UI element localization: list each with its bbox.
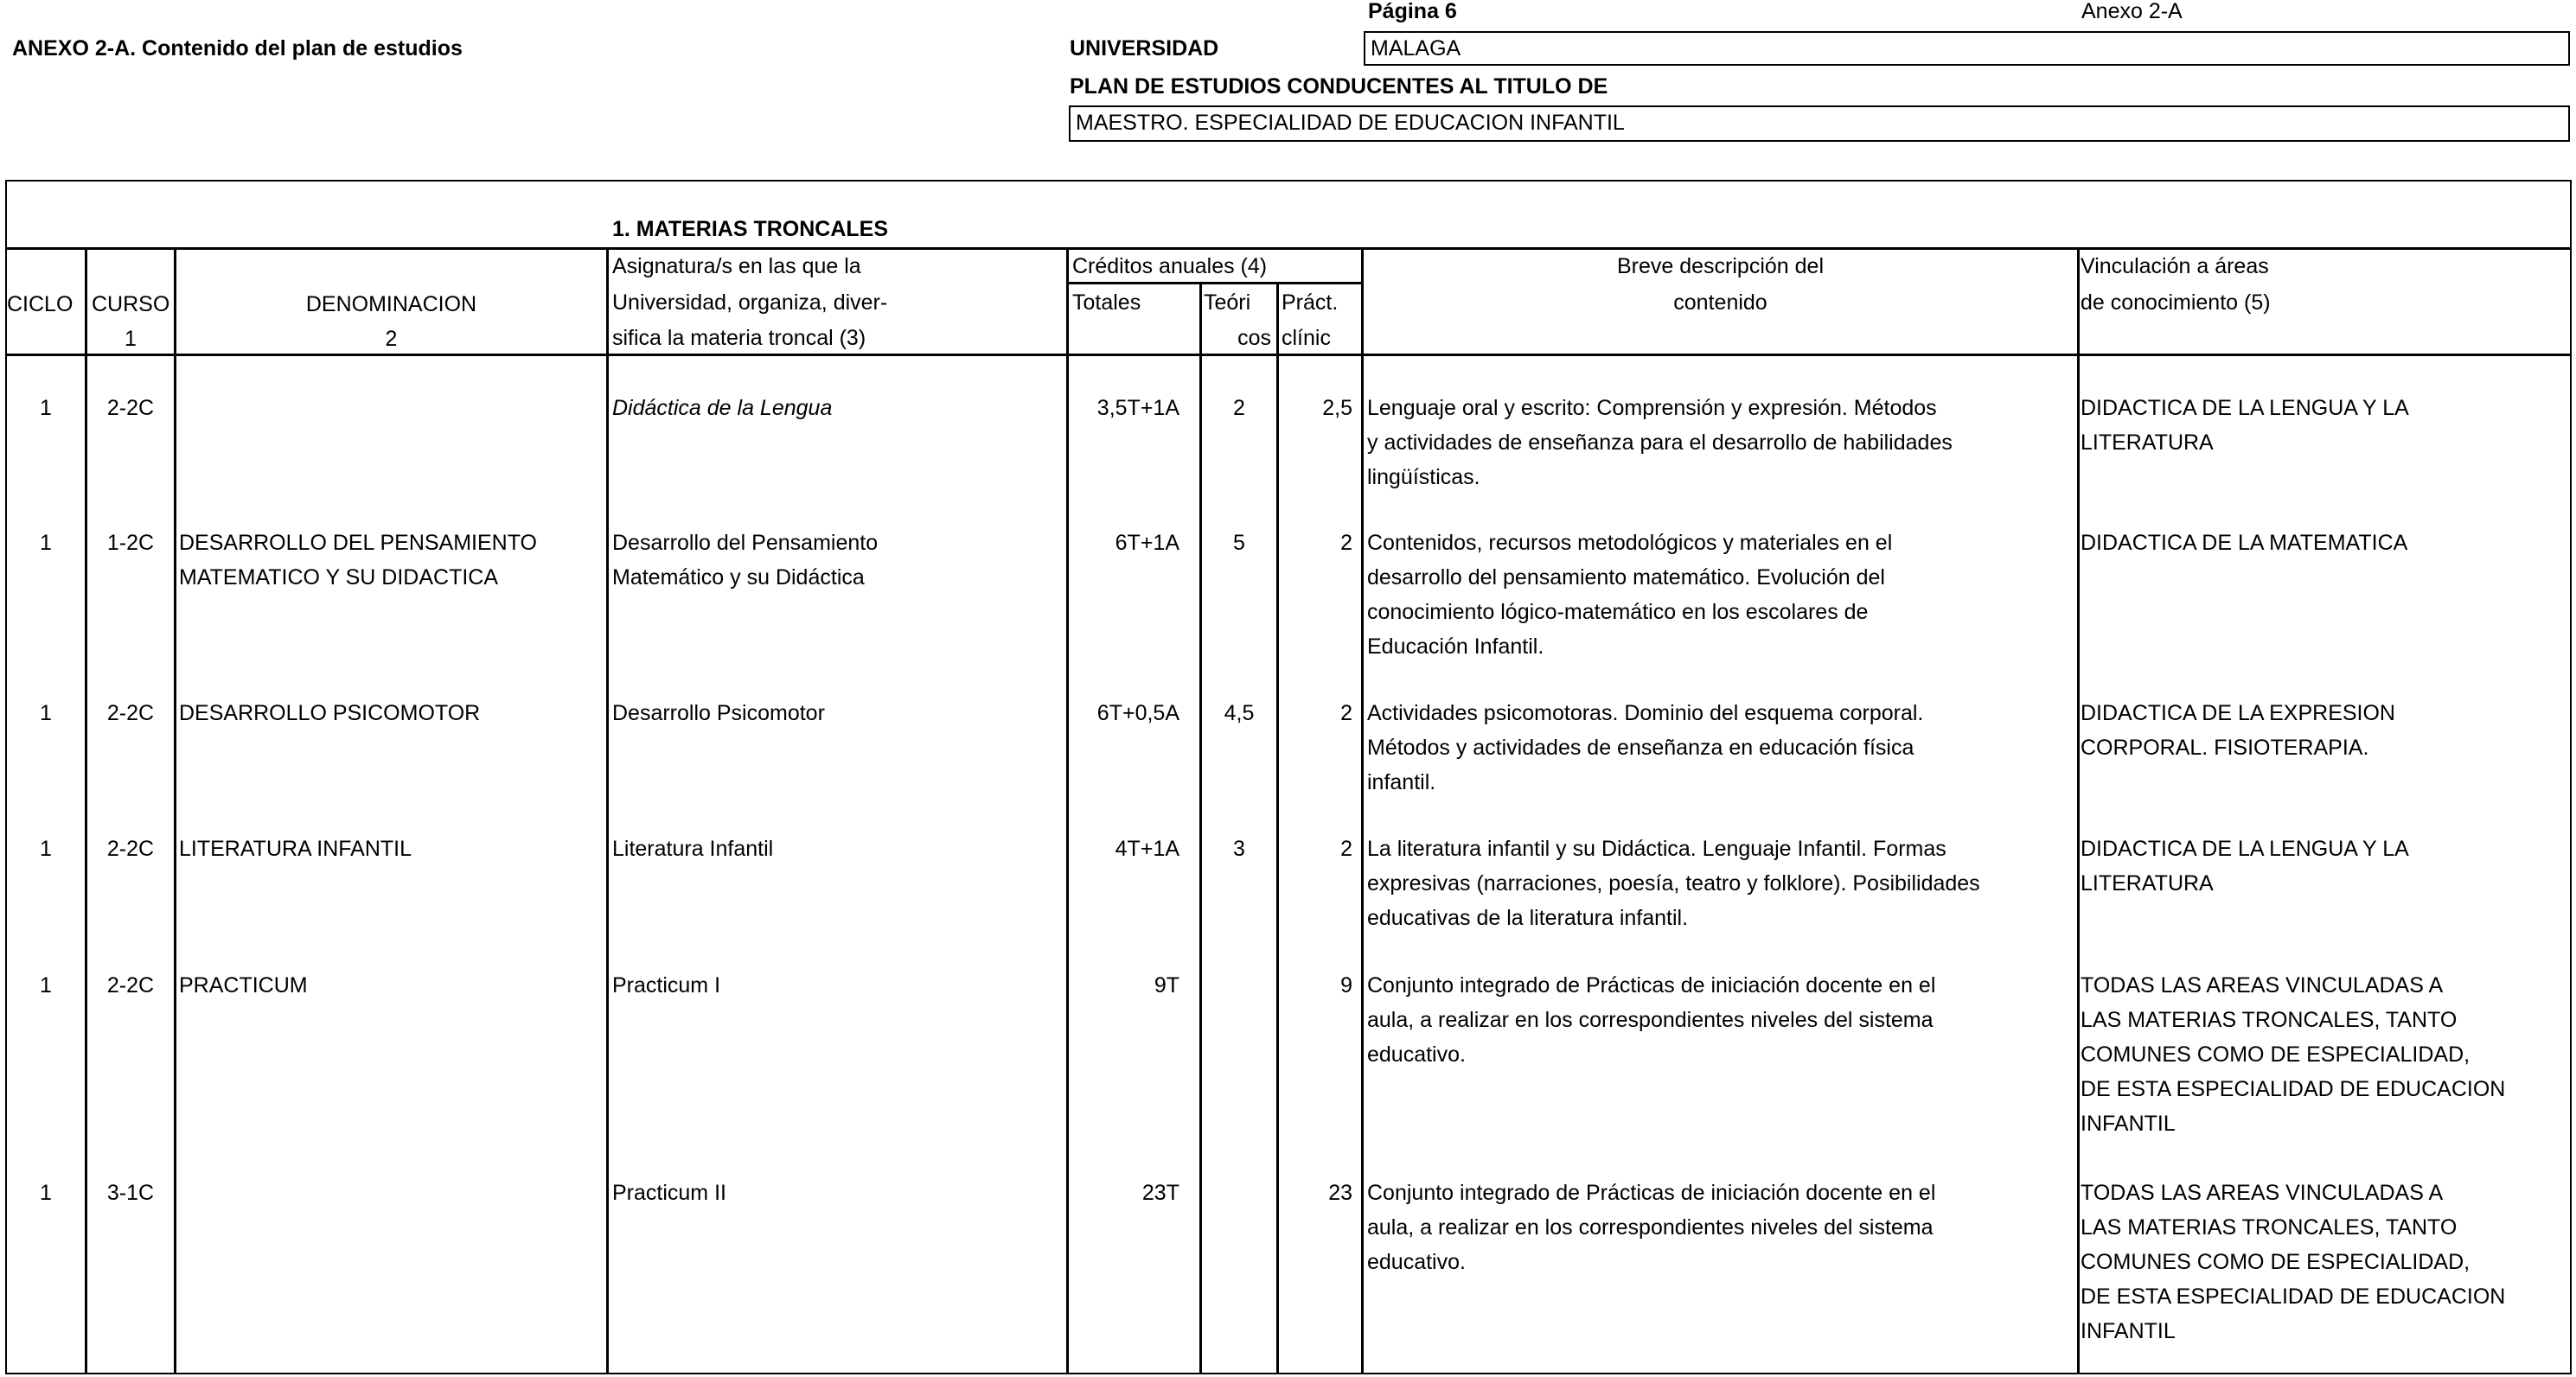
row-vinculacion: DIDACTICA DE LA MATEMATICA [2081,531,2408,555]
row-ciclo: 1 [40,701,52,725]
row-descripcion: expresivas (narraciones, poesía, teatro y folklore). Posibilidades [1367,871,1980,896]
row-curso: 2-2C [106,396,155,420]
row-descripcion: Conjunto integrado de Prácticas de iniciación docente en el [1367,1181,1936,1205]
col-divider-curso [174,247,176,1374]
row-descripcion: educativo. [1367,1250,1466,1274]
col-header-denominacion-num: 2 [385,327,398,351]
col-header-practicos-1: Práct. [1282,290,1339,315]
annex-tag: Anexo 2-A [2081,0,2183,23]
row-creditos-totales: 6T+0,5A [1096,701,1179,725]
row-vinculacion: INFANTIL [2081,1319,2176,1343]
row-denominacion: LITERATURA INFANTIL [179,837,412,861]
col-header-teoricos-1: Teóri [1204,290,1251,315]
row-creditos-practicos: 2 [1340,531,1352,555]
col-header-vinculacion-2: de conocimiento (5) [2081,290,2271,315]
row-descripcion: desarrollo del pensamiento matemático. Evolución del [1367,565,1885,590]
col-header-denominacion: DENOMINACION [305,292,477,316]
row-curso: 3-1C [106,1181,155,1205]
row-creditos-practicos: 23 [1328,1181,1352,1205]
row-creditos-practicos: 2 [1340,837,1352,861]
col-header-asignatura-2: Universidad, organiza, diver- [612,290,888,315]
col-header-curso-num: 1 [125,327,137,351]
row-vinculacion: DE ESTA ESPECIALIDAD DE EDUCACION [2081,1285,2506,1309]
row-creditos-teoricos: 4,5 [1224,701,1255,725]
row-vinculacion: COMUNES COMO DE ESPECIALIDAD, [2081,1042,2471,1067]
row-descripcion: Contenidos, recursos metodológicos y materiales en el [1367,531,1893,555]
row-ciclo: 1 [40,396,52,420]
col-header-descripcion-2: contenido [1673,290,1767,315]
row-curso: 2-2C [106,701,155,725]
row-creditos-practicos: 9 [1340,973,1352,998]
row-ciclo: 1 [40,973,52,998]
row-creditos-totales: 6T+1A [1115,531,1179,555]
row-vinculacion: TODAS LAS AREAS VINCULADAS A [2081,973,2444,998]
row-vinculacion: DIDACTICA DE LA LENGUA Y LA [2081,396,2409,420]
row-denominacion: PRACTICUM [179,973,308,998]
row-curso: 2-2C [106,973,155,998]
col-divider-totales [1199,282,1202,1374]
plan-field [1069,105,2570,142]
row-descripcion: aula, a realizar en los correspondientes niveles del sistema [1367,1215,1934,1240]
row-vinculacion: TODAS LAS AREAS VINCULADAS A [2081,1181,2444,1205]
col-header-totales: Totales [1072,290,1141,315]
row-asignatura: Desarrollo del Pensamiento [612,531,879,555]
row-asignatura: Didáctica de la Lengua [612,396,833,420]
row-descripcion: educativo. [1367,1042,1466,1067]
university-value: MALAGA [1371,36,1461,61]
row-descripcion: Educación Infantil. [1367,634,1544,659]
row-asignatura: Matemático y su Didáctica [612,565,865,590]
row-denominacion: DESARROLLO PSICOMOTOR [179,701,481,725]
col-header-asignatura-3: sifica la materia troncal (3) [612,326,866,350]
row-creditos-practicos: 2 [1340,701,1352,725]
row-vinculacion: LAS MATERIAS TRONCALES, TANTO [2081,1215,2458,1240]
row-descripcion: conocimiento lógico-matemático en los escolares de [1367,600,1869,624]
document-title: ANEXO 2-A. Contenido del plan de estudios [12,36,463,61]
row-ciclo: 1 [40,837,52,861]
row-creditos-totales: 4T+1A [1115,837,1179,861]
page-number: Página 6 [1368,0,1457,23]
row-vinculacion: COMUNES COMO DE ESPECIALIDAD, [2081,1250,2471,1274]
row-curso: 2-2C [106,837,155,861]
row-denominacion: MATEMATICO Y SU DIDACTICA [179,565,499,590]
row-ciclo: 1 [40,1181,52,1205]
row-descripcion: Conjunto integrado de Prácticas de iniciación docente en el [1367,973,1936,998]
col-header-creditos: Créditos anuales (4) [1072,254,1268,278]
row-descripcion: Lenguaje oral y escrito: Comprensión y expresión. Métodos [1367,396,1937,420]
row-descripcion: Métodos y actividades de enseñanza en educación física [1367,736,1914,760]
row-descripcion: aula, a realizar en los correspondientes niveles del sistema [1367,1008,1934,1032]
row-descripcion: educativas de la literatura infantil. [1367,906,1689,930]
row-descripcion: y actividades de enseñanza para el desarrollo de habilidades [1367,430,1953,455]
row-vinculacion: LITERATURA [2081,871,2214,896]
row-descripcion: Actividades psicomotoras. Dominio del esquema corporal. [1367,701,1924,725]
row-creditos-totales: 23T [1141,1181,1179,1205]
row-ciclo: 1 [40,531,52,555]
row-creditos-teoricos: 3 [1233,837,1245,861]
university-label: UNIVERSIDAD [1070,36,1219,61]
row-descripcion: lingüísticas. [1367,465,1480,489]
col-header-ciclo: CICLO [7,292,74,316]
row-creditos-teoricos: 5 [1233,531,1245,555]
plan-value: MAESTRO. ESPECIALIDAD DE EDUCACION INFANTIL [1076,111,1625,135]
row-vinculacion: DIDACTICA DE LA LENGUA Y LA [2081,837,2409,861]
row-vinculacion: DIDACTICA DE LA EXPRESION [2081,701,2395,725]
col-header-practicos-2: clínic [1282,326,1331,350]
col-header-vinculacion-1: Vinculación a áreas [2081,254,2269,278]
col-header-asignatura-1: Asignatura/s en las que la [612,254,861,278]
row-vinculacion: CORPORAL. FISIOTERAPIA. [2081,736,2369,760]
row-asignatura: Practicum I [612,973,721,998]
plan-label: PLAN DE ESTUDIOS CONDUCENTES AL TITULO DE [1070,74,1608,99]
row-descripcion: infantil. [1367,770,1436,794]
university-field [1364,31,2570,66]
row-asignatura: Practicum II [612,1181,726,1205]
row-creditos-totales: 3,5T+1A [1096,396,1179,420]
row-asignatura: Desarrollo Psicomotor [612,701,825,725]
col-divider-teoricos [1276,282,1279,1374]
col-divider-practicos [1361,247,1364,1374]
col-header-curso: CURSO [92,292,170,316]
col-header-teoricos-2: cos [1237,326,1271,350]
row-creditos-totales: 9T [1154,973,1179,998]
row-asignatura: Literatura Infantil [612,837,774,861]
row-curso: 1-2C [106,531,155,555]
row-vinculacion: INFANTIL [2081,1112,2176,1136]
section-title: 1. MATERIAS TRONCALES [612,217,888,241]
col-divider-descripcion [2077,247,2080,1374]
row-vinculacion: DE ESTA ESPECIALIDAD DE EDUCACION [2081,1077,2506,1101]
row-vinculacion: LAS MATERIAS TRONCALES, TANTO [2081,1008,2458,1032]
row-descripcion: La literatura infantil y su Didáctica. Lenguaje Infantil. Formas [1367,837,1946,861]
col-header-descripcion-1: Breve descripción del [1616,254,1824,278]
row-denominacion: DESARROLLO DEL PENSAMIENTO [179,531,538,555]
col-divider-denominacion [606,247,609,1374]
row-vinculacion: LITERATURA [2081,430,2214,455]
row-creditos-practicos: 2,5 [1322,396,1352,420]
row-creditos-teoricos: 2 [1233,396,1245,420]
